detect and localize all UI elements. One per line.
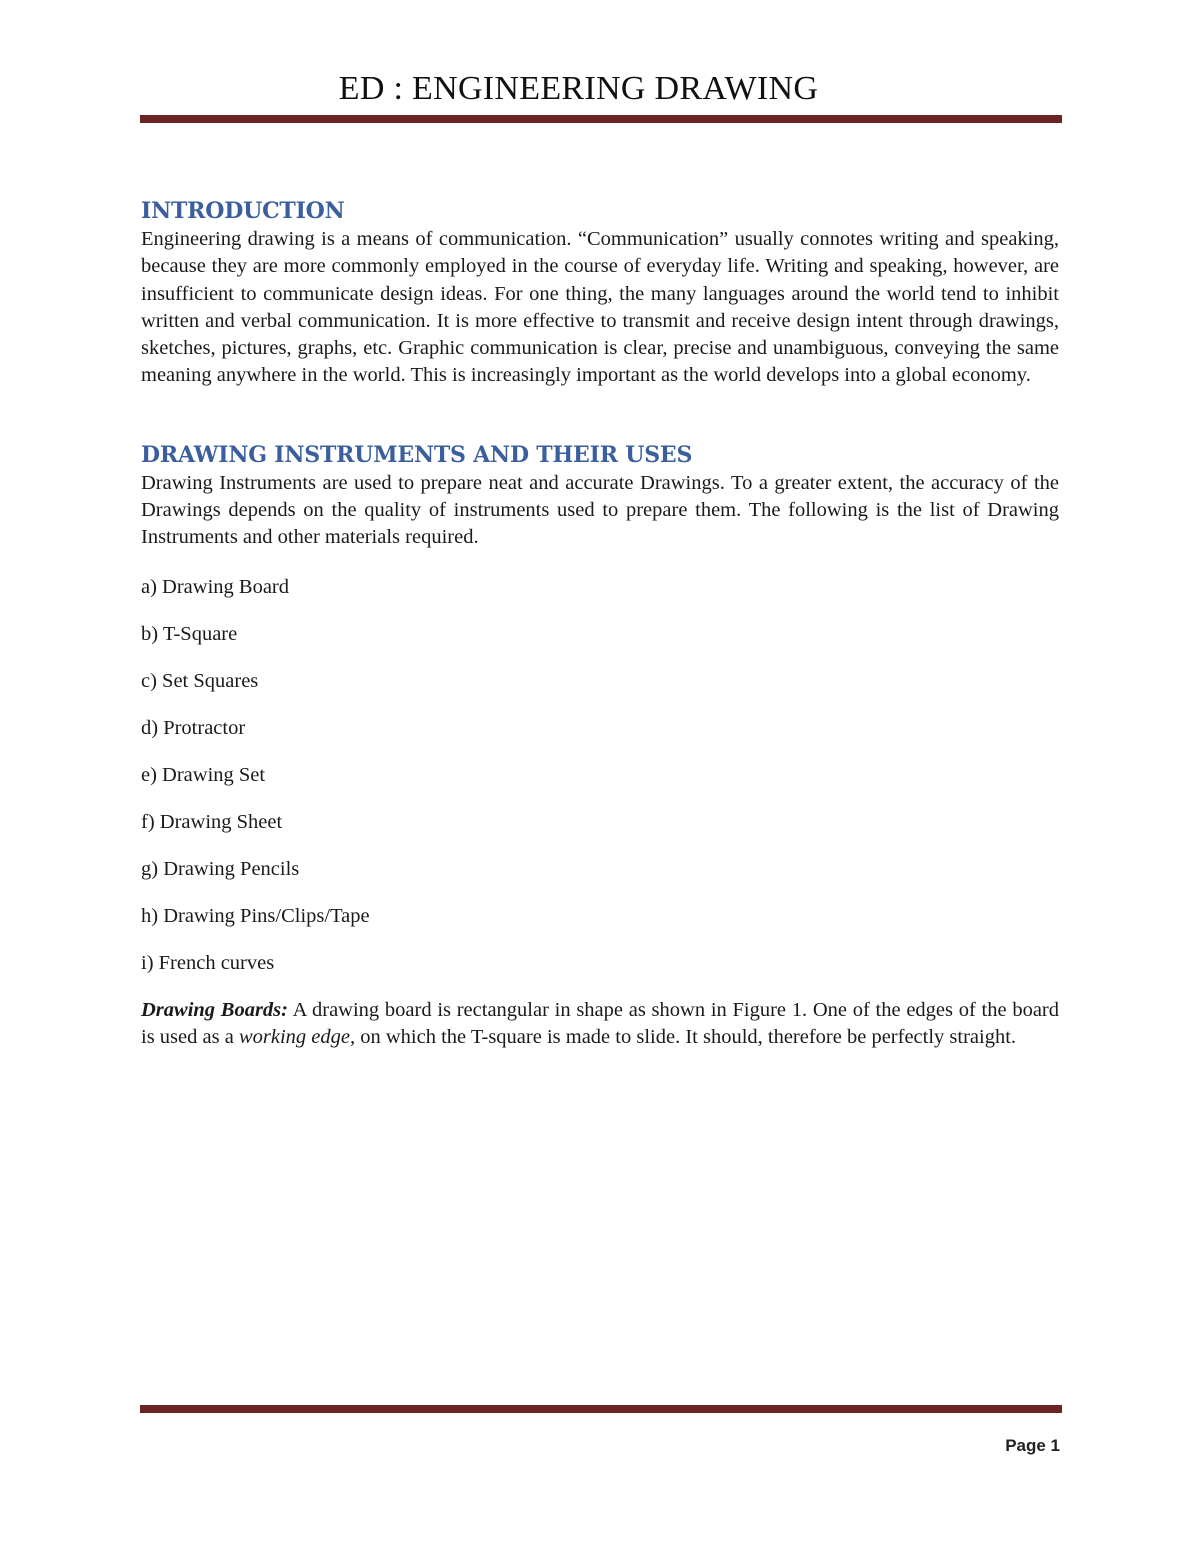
header-divider [140,115,1062,123]
introduction-heading: INTRODUCTION [141,198,345,224]
list-item: a) Drawing Board [141,575,290,598]
drawing-boards-term: Drawing Boards: [141,998,288,1021]
document-body [141,196,1059,1051]
list-item: b) T-Square [141,622,238,645]
drawing-boards-paragraph [141,997,1059,1052]
list-item: h) Drawing Pins/Clips/Tape [141,904,370,927]
working-edge-emphasis: working edge, [238,1025,356,1048]
footer-divider [140,1405,1062,1413]
list-item: i) French curves [141,951,275,974]
list-item: d) Protractor [141,716,246,739]
introduction-paragraph: Engineering drawing is a means of communication. “Communication” usually connotes writing and speaking, because they are more commonly employed in the course of everyday life. Writing and speaking, however, are insufficient to communicate design ideas. For one thing, the many languages around the world tend to inhibit written and verbal communication. It is more effective to transmit and receive design intent through drawings, sketches, pictures, graphs, etc. Graphic communication is clear, precise and unambiguous, conveying the same meaning anywhere in the world. This is increasingly important as the world develops into a global economy. [141,228,1059,387]
drawing-boards-text-1: A drawing board is rectangular in shape as shown in Figure 1. One of the edges of the board is used as a [141,998,1059,1048]
instruments-paragraph: Drawing Instruments are used to prepare neat and accurate Drawings. To a greater extent, the accuracy of the Drawings depends on the quality of instruments used to prepare them. The following is the list of Drawing Instruments and other materials required. [141,471,1059,549]
instruments-list [141,574,1059,977]
page-header-title: ED : ENGINEERING DRAWING [338,70,819,107]
list-item: c) Set Squares [141,669,259,692]
list-item: f) Drawing Sheet [141,810,283,833]
list-item: g) Drawing Pencils [141,857,300,880]
list-item: e) Drawing Set [141,763,266,786]
drawing-boards-text-2: on which the T-square is made to slide. It should, therefore be perfectly straight. [355,1025,1017,1048]
page-number: Page 1 [1005,1436,1060,1455]
instruments-heading: DRAWING INSTRUMENTS AND THEIR USES [141,441,693,468]
